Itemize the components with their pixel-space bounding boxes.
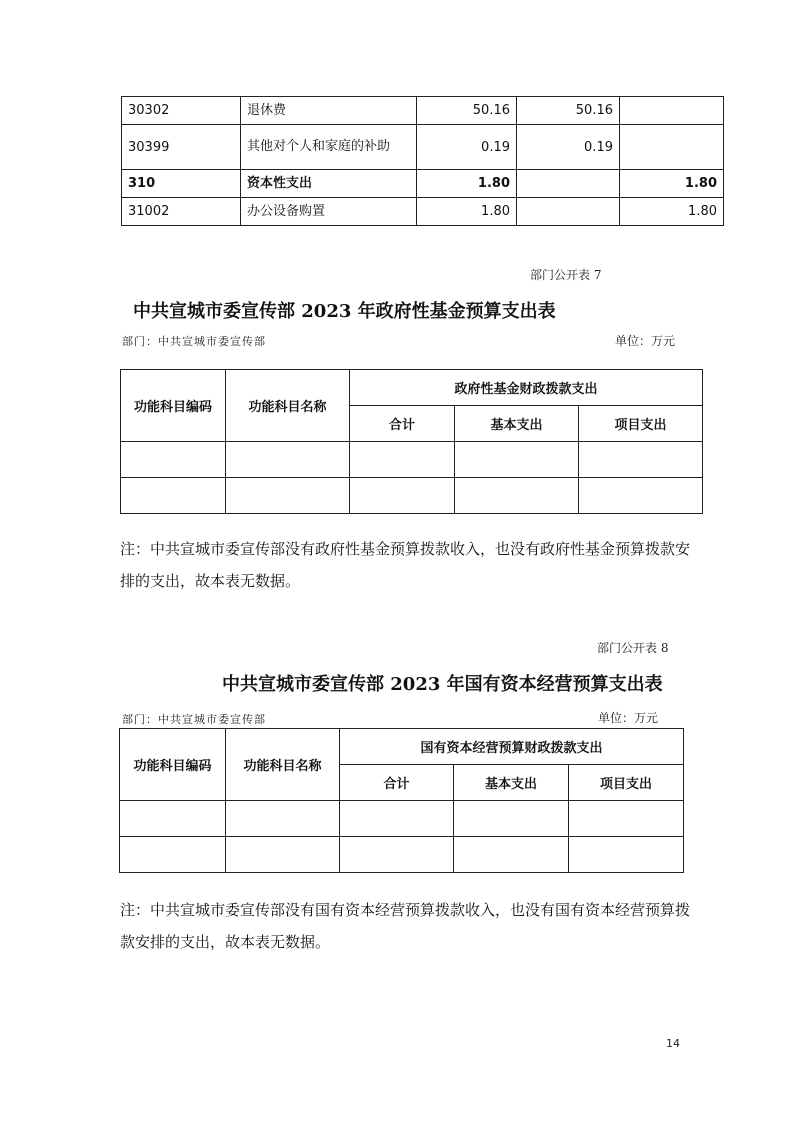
row-project: 1.80 <box>620 170 724 198</box>
expenditure-table-continued <box>121 96 724 226</box>
header-project: 项目支出 <box>569 765 684 801</box>
row-code: 31002 <box>122 198 241 226</box>
row-total: 1.80 <box>417 198 517 226</box>
department-label: 部门：中共宣城市委宣传部 <box>122 335 266 348</box>
government-fund-table <box>120 369 703 514</box>
unit-label: 单位：万元 <box>598 711 659 725</box>
header-name: 功能科目名称 <box>226 370 350 442</box>
table-row <box>122 198 724 226</box>
row-name: 资本性支出 <box>241 170 417 198</box>
page-number: 14 <box>666 1037 680 1050</box>
table-note: 注：中共宣城市委宣传部没有国有资本经营预算拨款收入，也没有国有资本经营预算拨款安排的支出，故本表无数据。 <box>120 901 691 951</box>
table-row <box>122 125 724 170</box>
state-capital-table <box>119 728 684 873</box>
row-code: 30302 <box>122 97 241 125</box>
header-total: 合计 <box>350 406 455 442</box>
header-basic: 基本支出 <box>454 765 569 801</box>
table-note: 注：中共宣城市委宣传部没有政府性基金预算拨款收入，也没有政府性基金预算拨款安排的支出，故本表无数据。 <box>120 540 691 590</box>
department-label: 部门：中共宣城市委宣传部 <box>122 713 266 726</box>
header-total: 合计 <box>340 765 454 801</box>
table-number: 部门公开表 7 <box>530 268 602 282</box>
page-title: 中共宣城市委宣传部 2023 年国有资本经营预算支出表 <box>222 674 663 695</box>
header-code: 功能科目编码 <box>120 729 226 801</box>
header-group: 国有资本经营预算财政拨款支出 <box>340 729 684 765</box>
row-total: 1.80 <box>417 170 517 198</box>
row-basic <box>517 170 620 198</box>
page-title: 中共宣城市委宣传部 2023 年政府性基金预算支出表 <box>133 301 556 322</box>
row-code: 310 <box>122 170 241 198</box>
row-name: 办公设备购置 <box>241 198 417 226</box>
header-group: 政府性基金财政拨款支出 <box>350 370 703 406</box>
row-project <box>620 97 724 125</box>
row-project: 1.80 <box>620 198 724 226</box>
table-row <box>121 442 703 478</box>
table-row <box>120 837 684 873</box>
row-project <box>620 125 724 170</box>
row-code: 30399 <box>122 125 241 170</box>
row-basic: 0.19 <box>517 125 620 170</box>
row-total: 50.16 <box>417 97 517 125</box>
row-total: 0.19 <box>417 125 517 170</box>
unit-label: 单位：万元 <box>615 334 676 348</box>
row-name: 其他对个人和家庭的补助 <box>241 125 417 170</box>
table-row <box>120 801 684 837</box>
header-code: 功能科目编码 <box>121 370 226 442</box>
table-row <box>122 97 724 125</box>
table-row <box>122 170 724 198</box>
header-project: 项目支出 <box>579 406 703 442</box>
row-basic <box>517 198 620 226</box>
row-name: 退休费 <box>241 97 417 125</box>
table-number: 部门公开表 8 <box>597 641 669 655</box>
table-row <box>121 478 703 514</box>
header-name: 功能科目名称 <box>226 729 340 801</box>
header-basic: 基本支出 <box>455 406 579 442</box>
row-basic: 50.16 <box>517 97 620 125</box>
